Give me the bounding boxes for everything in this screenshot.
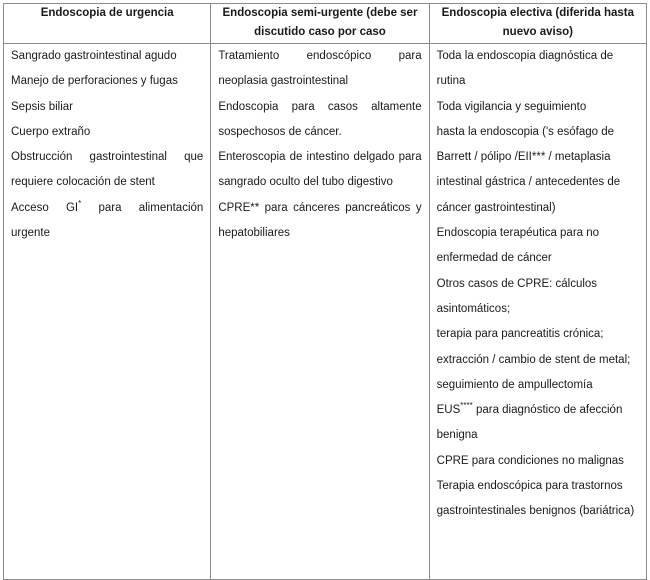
- list-item-eus: [437, 398, 639, 449]
- gi-access-rest: para alimentación urgente: [11, 201, 204, 240]
- list-item: extracción / cambio de stent de metal; seguimiento de ampullectomía: [436, 353, 631, 391]
- eus-label: EUS: [436, 404, 461, 417]
- footnote-marker: ****: [460, 401, 473, 411]
- endoscopy-priority-table: [3, 3, 647, 580]
- header-row: [4, 4, 647, 44]
- list-item: Enteroscopia de intestino delgado para sangrado oculto del tubo digestivo: [218, 151, 422, 189]
- list-item: Otros casos de CPRE: cálculos asintomáticos;: [436, 277, 598, 315]
- content-row: [4, 44, 647, 580]
- list-item: CPRE para condiciones no malignas: [436, 454, 624, 467]
- list-item: Toda la endoscopia diagnóstica de rutina: [436, 50, 614, 88]
- list-item: hasta la endoscopia ('s esófago de Barrett / pólipo /EII*** / metaplasia intestinal gástrica / antecedentes de cáncer gastrointestinal): [436, 125, 621, 214]
- list-item: Cuerpo extraño: [11, 125, 91, 138]
- urgent-cell: [4, 44, 211, 580]
- list-item: Tratamiento endoscópico para neoplasia gastrointestinal: [218, 50, 422, 88]
- header-semi-urgent: Endoscopia semi-urgente (debe ser discutido caso por caso: [211, 4, 429, 44]
- gi-access-label: Acceso GI: [11, 201, 79, 214]
- list-item-gi-access: [11, 196, 203, 247]
- list-item: terapia para pancreatitis crónica;: [436, 328, 604, 341]
- elective-cell: [429, 44, 646, 580]
- list-item: Endoscopia terapéutica para no enfermedad de cáncer: [436, 227, 600, 265]
- semi-urgent-cell: [211, 44, 429, 580]
- list-item: Sangrado gastrointestinal agudo: [11, 50, 177, 62]
- list-item: Endoscopia para casos altamente sospechosos de cáncer.: [218, 100, 422, 138]
- list-item: Manejo de perforaciones y fugas: [11, 75, 178, 88]
- list-item: Terapia endoscópica para trastornos gastrointestinales benignos (bariátrica): [436, 480, 635, 518]
- header-urgent: Endoscopia de urgencia: [4, 4, 211, 44]
- header-elective: Endoscopia electiva (diferida hasta nuevo aviso): [429, 4, 646, 44]
- list-item: CPRE** para cánceres pancreáticos y hepatobiliares: [218, 201, 422, 240]
- list-item: Obstrucción gastrointestinal que requiere colocación de stent: [11, 151, 204, 189]
- footnote-marker: *: [78, 198, 82, 208]
- list-item: Toda vigilancia y seguimiento: [436, 100, 587, 113]
- list-item: Sepsis biliar: [11, 100, 73, 113]
- eus-rest: para diagnóstico de afección benigna: [436, 404, 623, 442]
